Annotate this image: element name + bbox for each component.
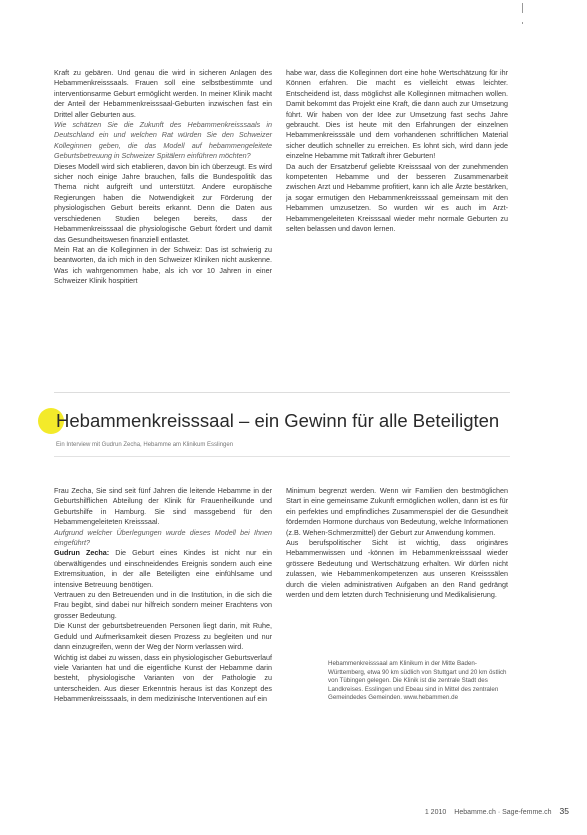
body-paragraph: habe war, dass die Kolleginnen dort eine hohe Wertschätzung für ihr Können erfahren. Die macht es vielleicht etwas leichter. Entscheidend ist, dass möglichst alle Kolleginnen mitmachen wollen. Damit bekommt das Projekt eine Kraft, die dann auch zur Umsetzung führt. Wir haben von der Idee zur Umsetzung fast sechs Jahre gebraucht. Dies ist heute mit den Erfahrungen der einzelnen Hebammenkreisssäle und dem vorhandenen schriftlichen Material sicher deutlich schneller zu erreichen. Es lohnt sich, wird dann jede einzelne Hebamme mit Tatkraft ihrer Geburten! [286, 68, 508, 161]
byline: Ein Interview mit Gudrun Zecha, Hebamme am Klinikum Esslingen [56, 442, 234, 448]
image-caption: Hebammenkreisssaal am Klinikum in der Mitte Baden-Württemberg, etwa 90 km südlich von Stuttgart und 20 km östlich von Tübingen gelegen. Die Klinik ist die zentrale Stadt des Landkreises. Esslingen und Ebeau sind in Mittel des zentralen Gemeindedes Gemeinden. www.hebammen.de [328, 660, 507, 702]
interview-question: Aufgrund welcher Überlegungen wurde dieses Modell bei Ihnen eingeführt? [54, 527, 272, 548]
top-left-column [54, 68, 272, 287]
body-paragraph: Vertrauen zu den Betreuenden und in die Institution, in die sich die Frau begibt, sind dabei nur hilfreich sondern meiner Erachtens von grosser Bedeutung. [54, 590, 272, 620]
footer-journal: Hebamme.ch · Sage-femme.ch [454, 809, 552, 816]
divider-top [54, 392, 510, 393]
bottom-right-column [286, 486, 508, 600]
answer-text: Die Geburt eines Kindes ist nicht nur ein überwältigendes und einschneidendes Ereignis sondern auch eine Extremsituation, in der alle Beteiligten eine einfühlsame und intensive Betreuung benötigen. [54, 548, 272, 589]
bottom-left-column [54, 486, 272, 705]
footer-issue: 1 2010 [424, 809, 447, 816]
speaker-name: Gudrun Zecha: [54, 548, 110, 558]
divider-title [54, 456, 510, 457]
page-footer [425, 806, 569, 816]
body-paragraph: Da auch der Ersatzberuf geliebte Kreisssaal von der zunehmenden kompetenten Hebamme und der besseren Zusammenarbeit zwischen Arzt und Hebamme profitiert, kann ich alle Ärzte bestärken, ja sogar ermutigen den Hebammenkreisssaal gemeinsam mit den Hebammen umzusetzen. So wurden wir es auch im Arzt-Hebammengeleiteten Kreisssaal wieder mehr normale Geburten zu selten belassen und davon lernen. [286, 161, 508, 234]
body-paragraph: Aus berufspolitischer Sicht ist wichtig, dass originäres Hebammenwissen und -können im Hebammenkreisssaal wieder grössere Bedeutung und Wertschätzung erhalten. Wir dürfen nicht zulassen, wie Hebammenkompetenzen aus unseren Kreisssälen durch die vielen administrativen Aufgaben an den Rand gedrängt werden und dem letzten durch Technisierung und Medikalisierung. [286, 538, 508, 600]
margin-mark [522, 3, 523, 13]
interview-question: Wie schätzen Sie die Zukunft des Hebammenkreisssaals in Deutschland ein und welchen Rat würden Sie den Schweizer Kolleginnen geben, die das Modell auf hebammengeleitete Geburtsbetreuung in Schweizer Spitälern einführen möchten? [54, 120, 272, 161]
page-number: 35 [559, 806, 569, 816]
article-title: Hebammenkreisssaal – ein Gewinn für alle Beteiligten [56, 410, 500, 431]
body-paragraph: Frau Zecha, Sie sind seit fünf Jahren die leitende Hebamme in der Geburtshilflichen Abteilung der Klinik für Frauenheilkunde und Geburtshilfe in Hamburg. Sie sind massgebend für den Hebammengeleiteten Kreisssaal. [54, 486, 272, 527]
body-paragraph: Mein Rat an die Kolleginnen in der Schweiz: Das ist schwierig zu beantworten, da ich mich in den Schweizer Kliniken nicht auskenne. Was ich wahrgenommen habe, als ich vor 10 Jahren in einer Schweizer Klinik hospitiert [54, 244, 272, 286]
margin-mark [522, 22, 523, 24]
body-paragraph: Kraft zu gebären. Und genau die wird in sicheren Anlagen des Hebammenkreisssaals. Frauen soll eine selbstbestimmte und interventionsarme Geburt ermöglicht werden. In meiner Klinik macht der Anteil der Hebammenkreisssaal-Geburten inzwischen fast ein Drittel aller Geburten aus. [54, 68, 272, 119]
answer-paragraph [54, 548, 272, 590]
body-paragraph: Minimum begrenzt werden. Wenn wir Familien den bestmöglichen Start in eine gemeinsame Zukunft ermöglichen wollen, dann ist es für ein perfektes und empfindliches Zusammenspiel der die Gesundheit fördernden Hormone durchaus von Bedeutung, welche Informationen (z.B. Wehen-Schmerzmittel) der Geburt zur Anwendung kommen. [286, 486, 508, 537]
body-paragraph: Die Kunst der geburtsbetreuenden Personen liegt darin, mit Ruhe, Geduld und Aufmerksamkeit diesen Prozess zu begleiten und nur dann einzugreifen, wenn der Weg der Norm verlassen wird. [54, 621, 272, 652]
top-right-column [286, 68, 508, 235]
body-paragraph: Dieses Modell wird sich etablieren, davon bin ich überzeugt. Es wird sicher noch einige Jahre brauchen, falls die Bundespolitik das Thema nicht aufgreift und unterstützt. Andere europäische Regierungen haben die Notwendigkeit zur Förderung der physiologischen Geburt bereits erkannt. Denn die Daten aus verschiedenen Studien belegen bereits, dass der Hebammenkreisssaal die physiologische Geburt fördert und damit das Gesundheitswesen finanziell entlastet. [54, 161, 272, 244]
body-paragraph: Wichtig ist dabei zu wissen, dass ein physiologischer Geburtsverlauf viele Varianten hat und die eigentliche Kunst der Hebamme darin besteht, physiologische Varianten von der Pathologie zu unterscheiden. Aus dieser Erkenntnis heraus ist das Konzept des Hebammenkreisssaals, in dem medizinische Interventionen auf ein [54, 652, 272, 704]
